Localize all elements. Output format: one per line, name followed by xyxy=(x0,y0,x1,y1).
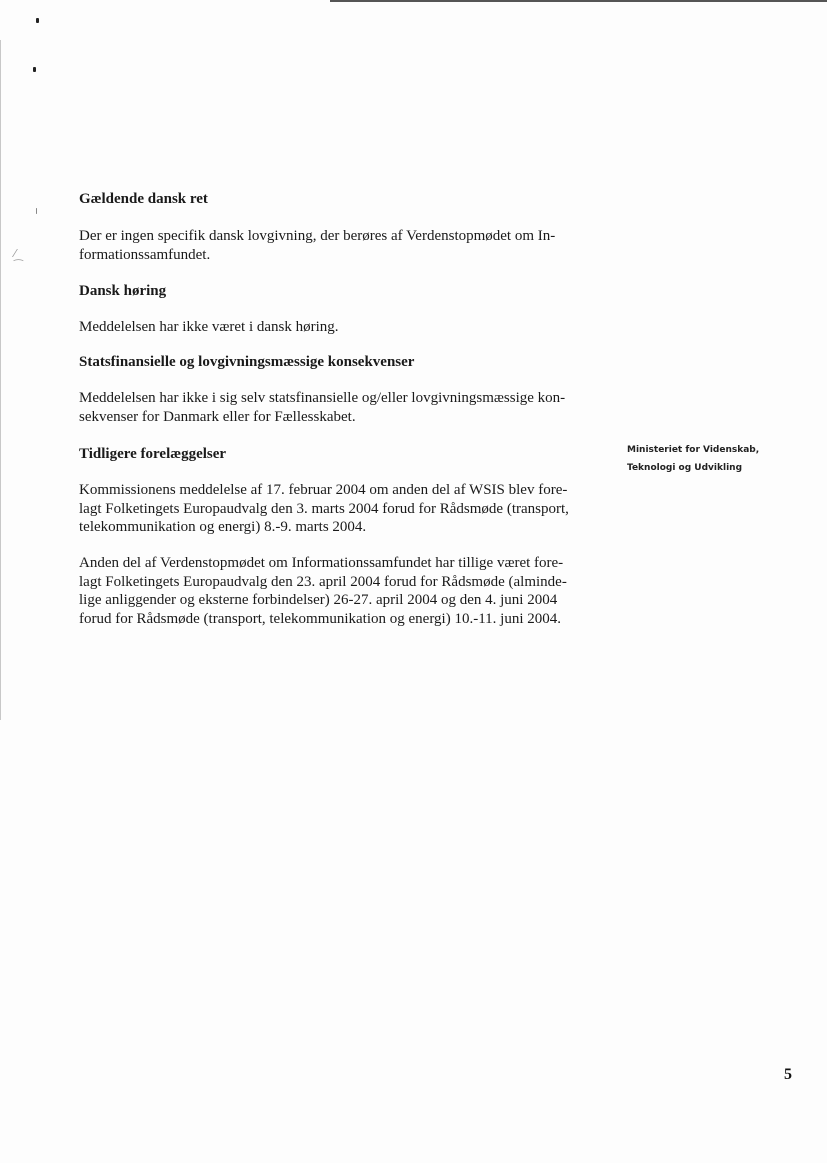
section-body-gaeldende-dansk-ret xyxy=(79,227,599,264)
text-line: telekommunikation og energi) 8.-9. marts 2004. xyxy=(79,519,367,535)
text-line: Kommissionens meddelelse af 17. februar 2004 om anden del af WSIS blev fore- xyxy=(79,482,568,498)
section-body-dansk-hoering xyxy=(79,318,599,337)
section-heading-statsfinansielle: Statsfinansielle og lovgivningsmæssige konsekvenser xyxy=(79,354,415,370)
text-line: Meddelelsen har ikke i sig selv statsfinansielle og/eller lovgivningsmæssige kon- xyxy=(79,390,566,406)
page-number: 5 xyxy=(784,1066,792,1083)
text-line: formationssamfundet. xyxy=(79,246,211,263)
text-line: Meddelelsen har ikke været i dansk høring. xyxy=(79,319,339,335)
text-line: Anden del af Verdenstopmødet om Informationssamfundet har tillige været fore- xyxy=(79,555,564,571)
sidenote-line: Ministeriet for Videnskab, xyxy=(627,445,760,455)
section-heading-gaeldende-dansk-ret: Gældende dansk ret xyxy=(79,191,208,207)
scan-speck xyxy=(36,208,37,214)
scan-top-rule xyxy=(330,0,827,2)
ministry-sidenote xyxy=(627,441,807,477)
section-paragraph-2 xyxy=(79,554,599,628)
scan-speck xyxy=(33,67,36,72)
section-heading-tidligere-forelaeggelser: Tidligere forelæggelser xyxy=(79,446,227,462)
text-line: sekvenser for Danmark eller for Fællesskabet. xyxy=(79,408,356,425)
section-heading-dansk-hoering: Dansk høring xyxy=(79,283,167,299)
section-paragraph-1 xyxy=(79,481,599,537)
scan-smudge: ⁄ ⁀ xyxy=(14,247,23,272)
text-line: forud for Rådsmøde (transport, telekommunikation og energi) 10.-11. juni 2004. xyxy=(79,610,561,627)
text-line: Der er ingen specifik dansk lovgivning, der berøres af Verdenstopmødet om In- xyxy=(79,228,556,244)
scan-left-edge xyxy=(0,40,1,720)
text-line: lagt Folketingets Europaudvalg den 3. marts 2004 forud for Rådsmøde (transport, xyxy=(79,500,569,517)
section-body-statsfinansielle xyxy=(79,389,599,426)
scan-speck xyxy=(36,18,39,23)
sidenote-line: Teknologi og Udvikling xyxy=(627,463,743,473)
text-line: lagt Folketingets Europaudvalg den 23. april 2004 forud for Rådsmøde (alminde- xyxy=(79,573,567,590)
text-line: lige anliggender og eksterne forbindelser) 26-27. april 2004 og den 4. juni 2004 xyxy=(79,592,558,608)
